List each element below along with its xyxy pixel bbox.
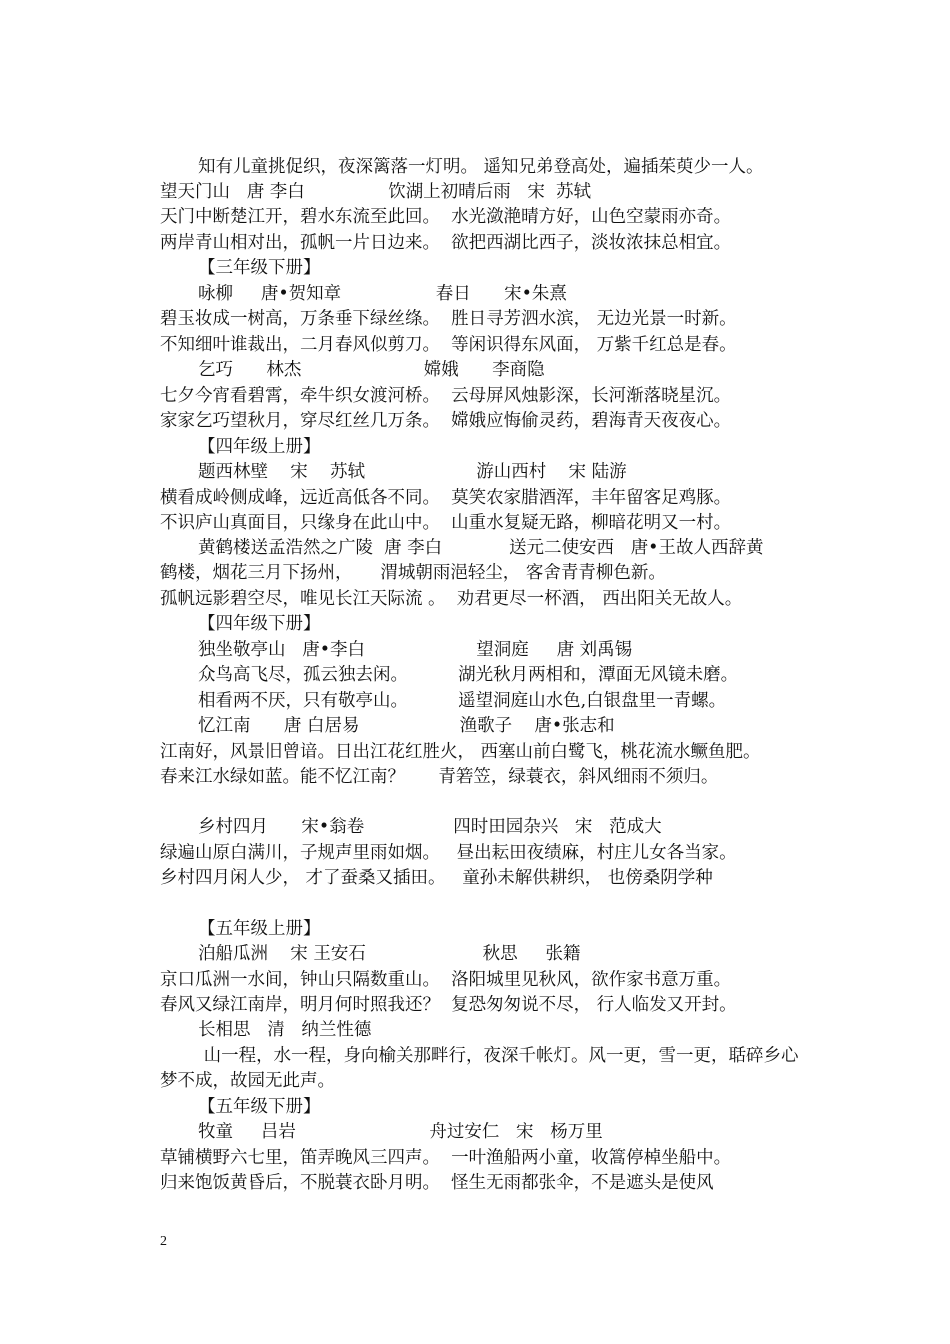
section-heading: 【四年级下册】 [198, 614, 321, 634]
text-line: 七夕今宵看碧霄，牵牛织女渡河桥。 云母屏风烛影深，长河渐落晓星沉。 [160, 386, 732, 406]
text-line: 乡村四月闲人少， 才了蚕桑又插田。 童孙未解供耕织， 也傍桑阴学种 [160, 868, 713, 888]
text-line: 鹤楼，烟花三月下扬州， 渭城朝雨浥轻尘， 客舍青青柳色新。 [160, 563, 666, 583]
text-line: 草铺横野六七里，笛弄晚风三四声。 一叶渔船两小童，收篙停棹坐船中。 [160, 1148, 732, 1168]
section-heading: 【五年级上册】 [198, 919, 321, 939]
poem-heading: 泊船瓜洲 宋 王安石 秋思 张籍 [198, 944, 581, 964]
text-line: 春风又绿江南岸，明月何时照我还？ 复恐匆匆说不尽， 行人临发又开封。 [160, 995, 737, 1015]
poem-heading: 题西林壁 宋 苏轼 游山西村 宋 陆游 [198, 462, 627, 482]
text-line: 家家乞巧望秋月，穿尽红丝几万条。 嫦娥应悔偷灵药，碧海青天夜夜心。 [160, 411, 732, 431]
poem-heading: 咏柳 唐•贺知章 春日 宋•朱熹 [198, 284, 567, 304]
text-line: 碧玉妆成一树高，万条垂下绿丝绦。 胜日寻芳泗水滨， 无边光景一时新。 [160, 309, 737, 329]
section-heading: 【五年级下册】 [198, 1097, 321, 1117]
text-line: 天门中断楚江开，碧水东流至此回。 水光潋滟晴方好，山色空蒙雨亦奇。 [160, 207, 732, 227]
text-line: 不识庐山真面目，只缘身在此山中。 山重水复疑无路，柳暗花明又一村。 [160, 513, 732, 533]
poem-heading: 牧童 吕岩 舟过安仁 宋 杨万里 [198, 1122, 603, 1142]
text-line: 江南好，风景旧曾谙。日出江花红胜火， 西塞山前白鹭飞，桃花流水鳜鱼肥。 [160, 742, 761, 762]
section-heading: 【四年级上册】 [198, 437, 321, 457]
text-line: 两岸青山相对出，孤帆一片日边来。 欲把西湖比西子，淡妆浓抹总相宜。 [160, 233, 732, 253]
text-line: 绿遍山原白满川，子规声里雨如烟。 昼出耘田夜绩麻，村庄儿女各当家。 [160, 843, 737, 863]
section-heading: 【三年级下册】 [198, 258, 321, 278]
text-line: 山一程，水一程，身向榆关那畔行，夜深千帐灯。风一更，雪一更，聒碎乡心 [198, 1046, 799, 1066]
text-line: 春来江水绿如蓝。能不忆江南？ 青箬笠，绿蓑衣，斜风细雨不须归。 [160, 767, 719, 787]
text-line: 知有儿童挑促织，夜深篱落一灯明。 遥知兄弟登高处，遍插茱萸少一人。 [198, 157, 764, 177]
text-line: 归来饱饭黄昏后，不脱蓑衣卧月明。 怪生无雨都张伞，不是遮头是使风 [160, 1173, 714, 1193]
poem-heading: 望天门山 唐 李白 饮湖上初晴后雨 宋 苏轼 [160, 182, 592, 202]
poem-heading: 独坐敬亭山 唐•李白 望洞庭 唐 刘禹锡 [198, 640, 633, 660]
text-line: 相看两不厌，只有敬亭山。 遥望洞庭山水色,白银盘里一青螺。 [198, 691, 727, 711]
poem-heading: 黄鹤楼送孟浩然之广陵 唐 李白 送元二使安西 唐•王故人西辞黄 [198, 538, 764, 558]
text-line: 众鸟高飞尽，孤云独去闲。 湖光秋月两相和，潭面无风镜未磨。 [198, 665, 739, 685]
text-line: 横看成岭侧成峰，远近高低各不同。 莫笑农家腊酒浑，丰年留客足鸡豚。 [160, 488, 732, 508]
poem-heading: 忆江南 唐 白居易 渔歌子 唐•张志和 [198, 716, 615, 736]
poem-heading: 长相思 清 纳兰性德 [198, 1020, 372, 1040]
text-line: 京口瓜洲一水间，钟山只隔数重山。 洛阳城里见秋风，欲作家书意万重。 [160, 970, 732, 990]
poem-heading: 乡村四月 宋•翁卷 四时田园杂兴 宋 范成大 [198, 817, 662, 837]
text-line: 不知细叶谁裁出，二月春风似剪刀。 等闲识得东风面， 万紫千红总是春。 [160, 335, 737, 355]
text-line: 孤帆远影碧空尽，唯见长江天际流 。 劝君更尽一杯酒， 西出阳关无故人。 [160, 589, 743, 609]
poem-heading: 乞巧 林杰 嫦娥 李商隐 [198, 360, 545, 380]
text-line: 梦不成，故园无此声。 [160, 1071, 335, 1091]
page-number: 2 [160, 1234, 167, 1249]
